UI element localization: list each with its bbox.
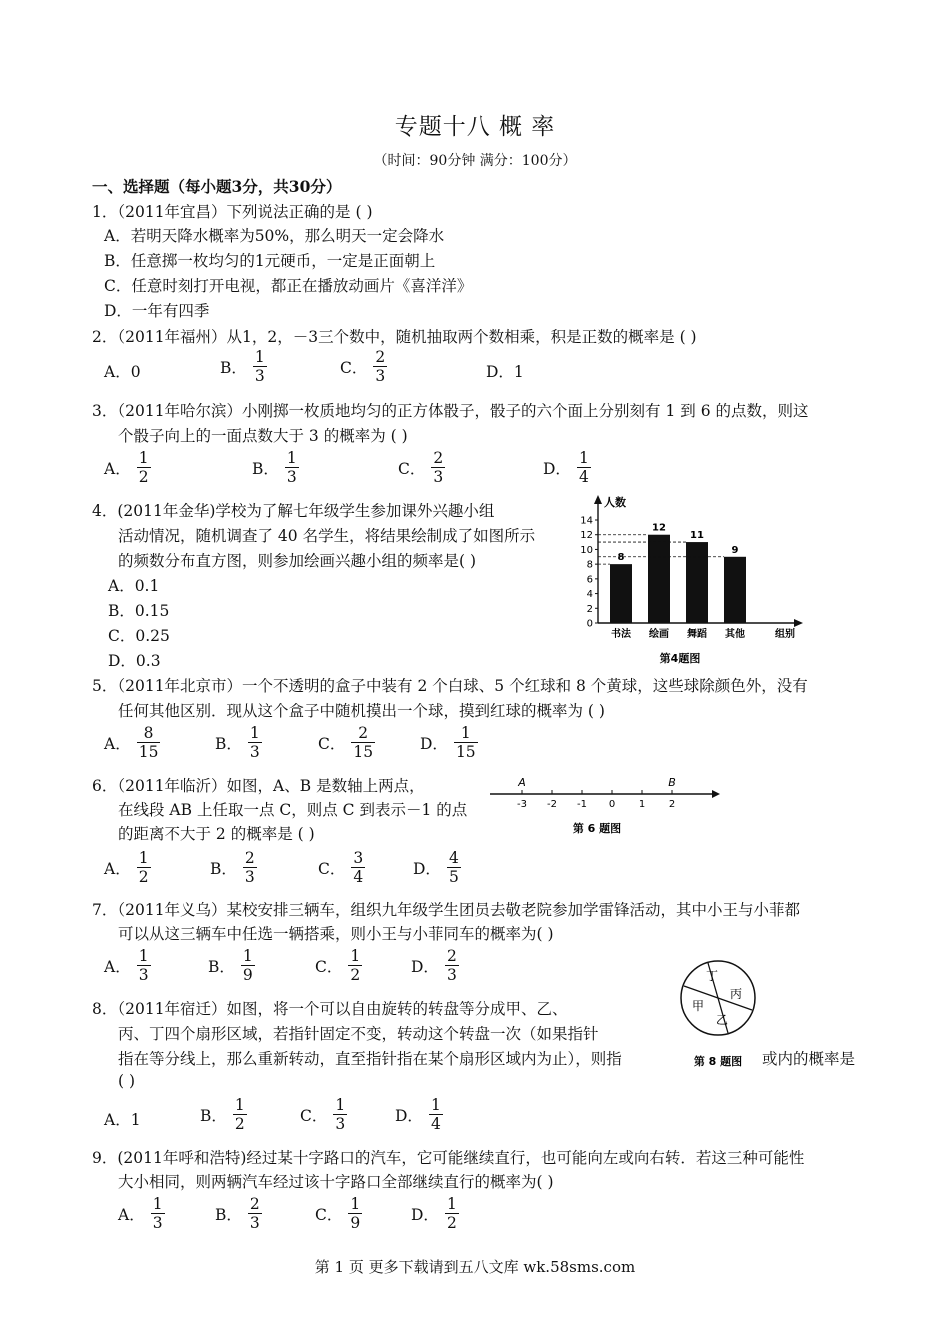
q8-option-b: B． $\frac{1}{2}$: [200, 1096, 245, 1134]
q1-option-a: A．若明天降水概率为50%，那么明天一定会降水: [104, 227, 445, 245]
q3-option-c: C． $\frac{2}{3}$: [398, 449, 444, 487]
arrow-right-icon: [712, 790, 720, 798]
q6-line3: 的距离不大于 2 的概率是 ( ): [118, 825, 315, 843]
page-footer: 第 1 页 更多下载请到五八文库 wk.58sms.com: [314, 1258, 636, 1276]
bar-data-label: 11: [690, 530, 704, 542]
y-axis-label: 人数: [604, 496, 626, 509]
y-tick-label: 10: [580, 544, 593, 556]
q4-line3: 的频数分布直方图，则参加绘画兴趣小组的频率是( ): [118, 552, 477, 570]
sector-bing: 丙: [729, 987, 743, 1001]
q5-option-c: C． $\frac{2}{15}$: [318, 724, 374, 762]
q4-option-d: D．0.3: [108, 652, 161, 670]
x-axis-arrow-icon: [794, 619, 803, 627]
q1-option-d: D．一年有四季: [104, 302, 210, 320]
q7-option-c: C． $\frac{1}{2}$: [315, 947, 361, 985]
q2-option-d: D．1: [486, 363, 524, 381]
q9-option-b: B． $\frac{2}{3}$: [215, 1195, 260, 1233]
q1-stem: 1．（2011年宜昌）下列说法正确的是 ( ): [92, 203, 373, 221]
q8-line4: ( ): [118, 1072, 136, 1090]
q9-option-d: D． $\frac{1}{2}$: [411, 1195, 457, 1233]
q5-line2: 任何其他区别．现从这个盒子中随机摸出一个球，摸到红球的概率为 ( ): [118, 702, 605, 720]
y-tick-label: 4: [586, 589, 593, 601]
page-subtitle: （时间：90分钟 满分：100分）: [373, 153, 577, 169]
q8-line3a: 指在等分线上，那么重新转动，直至指针指在某个扇形区域内为止），则指: [118, 1050, 622, 1068]
q2-option-b: B． $\frac{1}{3}$: [220, 348, 265, 386]
page-title: 专题十八 概 率: [394, 114, 556, 140]
number-line-tick-label: -2: [547, 799, 557, 810]
q7-line1: 7．（2011年义乌）某校安排三辆车，组织九年级学生团员去敬老院参加学雷锋活动，其中小王与小菲都: [92, 901, 801, 919]
q5-option-d: D． $\frac{1}{15}$: [420, 724, 476, 762]
q6-option-d: D． $\frac{4}{5}$: [413, 849, 459, 887]
point-b-label: B: [668, 776, 676, 789]
q4-option-b: B．0.15: [108, 602, 170, 620]
q7-option-d: D． $\frac{2}{3}$: [411, 947, 457, 985]
number-line-figure: [490, 774, 720, 838]
bar-data-label: 8: [617, 552, 625, 564]
q8-line1: 8．（2011年宿迁）如图，将一个可以自由旋转的转盘等分成甲、乙、: [92, 1000, 568, 1018]
number-line-tick-label: 1: [638, 799, 646, 810]
q4-line2: 活动情况，随机调查了 40 名学生，将结果绘制成了如图所示: [118, 527, 536, 545]
x-tick-label: 绘画: [649, 629, 669, 640]
q3-line1: 3．（2011年哈尔滨）小刚掷一枚质地均匀的正方体骰子，骰子的六个面上分别刻有 1 到 6 的点数，则这: [92, 402, 809, 420]
q3-option-d: D． $\frac{1}{4}$: [543, 449, 589, 487]
q3-line2: 个骰子向上的一面点数大于 3 的概率为 ( ): [118, 427, 408, 445]
bar: [610, 564, 632, 623]
q2-stem: 2．（2011年福州）从1，2，－3三个数中，随机抽取两个数相乘，积是正数的概率是 ( ): [92, 328, 697, 346]
q6-option-a: A． $\frac{1}{2}$: [104, 849, 149, 887]
sector-jia: 甲: [691, 999, 705, 1013]
bar-data-label: 12: [652, 522, 666, 534]
q4-option-c: C．0.25: [108, 627, 170, 645]
q3-option-b: B． $\frac{1}{3}$: [252, 449, 297, 487]
q8-option-a: A．1: [104, 1111, 141, 1129]
q8-option-c: C． $\frac{1}{3}$: [300, 1096, 346, 1134]
q5-option-a: A． $\frac{8}{15}$: [104, 724, 159, 762]
q1-option-b: B．任意掷一枚均匀的1元硬币，一定是正面朝上: [104, 252, 436, 270]
q8-line3b: 或内的概率是: [762, 1050, 856, 1068]
q9-option-a: A． $\frac{1}{3}$: [118, 1195, 163, 1233]
q7-option-a: A． $\frac{1}{3}$: [104, 947, 149, 985]
sector-ding: 丁: [705, 969, 719, 983]
y-tick-label: 8: [586, 559, 593, 571]
x-axis-label: 组别: [775, 629, 795, 640]
y-tick-label: 0: [586, 618, 593, 630]
y-tick-label: 6: [586, 574, 593, 586]
q4-option-a: A．0.1: [108, 577, 160, 595]
q6-option-c: C． $\frac{3}{4}$: [318, 849, 364, 887]
sector-yi: 乙: [715, 1013, 729, 1027]
section-heading: 一、选择题（每小题3分，共30分）: [92, 177, 342, 196]
x-tick-label: 其他: [725, 629, 745, 640]
q9-option-c: C． $\frac{1}{9}$: [315, 1195, 361, 1233]
q3-option-a: A． $\frac{1}{2}$: [104, 449, 149, 487]
bar: [648, 535, 670, 623]
q4-line1: 4．(2011年金华)学校为了解七年级学生参加课外兴趣小组: [92, 502, 495, 520]
number-line-tick-label: 2: [668, 799, 676, 810]
spinner-figure: [672, 952, 767, 1072]
y-axis-arrow-icon: [594, 495, 602, 504]
bar-data-label: 9: [731, 544, 739, 556]
bar: [686, 542, 708, 623]
point-a-label: A: [518, 776, 526, 789]
q9-line2: 大小相同，则两辆汽车经过该十字路口全部继续直行的概率为( ): [118, 1173, 554, 1191]
y-tick-label: 12: [580, 530, 593, 542]
number-line-tick-label: 0: [608, 799, 616, 810]
q6-option-b: B． $\frac{2}{3}$: [210, 849, 255, 887]
number-line-tick-label: -3: [517, 799, 527, 810]
q1-option-c: C．任意时刻打开电视，都正在播放动画片《喜洋洋》: [104, 277, 473, 295]
q6-line1: 6．（2011年临沂）如图，A、B 是数轴上两点，: [92, 777, 425, 795]
number-line-tick-label: -1: [577, 799, 587, 810]
q2-option-a: A．0: [104, 363, 141, 381]
y-tick-label: 2: [586, 603, 593, 615]
x-tick-label: 书法: [611, 629, 631, 640]
q7-line2: 可以从这三辆车中任选一辆搭乘，则小王与小菲同车的概率为( ): [118, 925, 554, 943]
q8-option-d: D． $\frac{1}{4}$: [395, 1096, 441, 1134]
frequency-histogram: [570, 490, 820, 670]
bar: [724, 557, 746, 623]
q6-line2: 在线段 AB 上任取一点 C，则点 C 到表示－1 的点: [118, 801, 468, 819]
fig6-caption: 第 6 题图: [572, 822, 622, 835]
q9-line1: 9．(2011年呼和浩特)经过某十字路口的汽车，它可能继续直行，也可能向左或向右转．若这三种可能性: [92, 1149, 805, 1167]
q8-line2: 丙、丁四个扇形区域，若指针固定不变，转动这个转盘一次（如果指针: [118, 1025, 599, 1043]
y-tick-label: 14: [580, 515, 593, 527]
q5-option-b: B． $\frac{1}{3}$: [215, 724, 260, 762]
q2-option-c: C． $\frac{2}{3}$: [340, 348, 386, 386]
chart-caption: 第4题图: [659, 652, 701, 665]
q5-line1: 5．（2011年北京市）一个不透明的盒子中装有 2 个白球、5 个红球和 8 个黄球，这些球除颜色外，没有: [92, 677, 808, 695]
fig8-caption: 第 8 题图: [693, 1055, 743, 1068]
q7-option-b: B． $\frac{1}{9}$: [208, 947, 253, 985]
x-tick-label: 舞蹈: [687, 629, 707, 640]
